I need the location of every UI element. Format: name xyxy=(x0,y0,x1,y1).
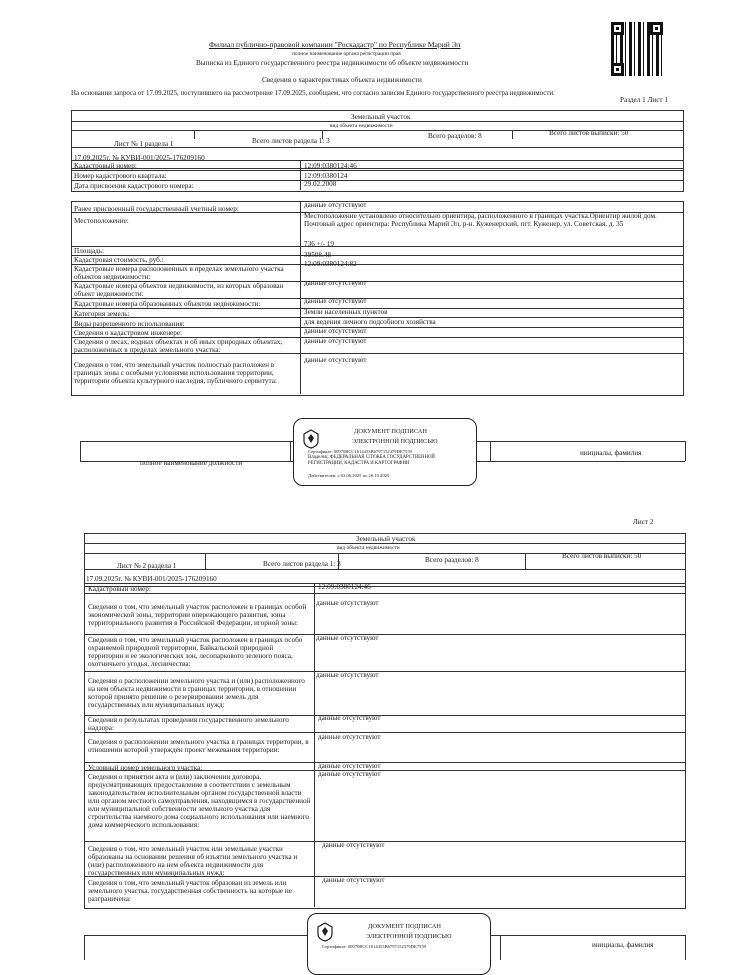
source-objects-value: данные отсутствуют xyxy=(304,279,367,287)
sheet-label: Лист № 1 раздела 1 xyxy=(114,140,174,148)
p2-e-signature-stamp xyxy=(307,913,491,975)
p2-object-type-caption: вид объекта недвижимости xyxy=(337,545,400,551)
p2-sections-total: Всего разделов: 8 xyxy=(425,556,479,564)
p2-undivided-value: данные отсутствуют xyxy=(322,876,385,884)
zones-label: Сведения о том, что земельный участок полностью расположен в границах зоны с особыми условиями использования территории, территории объекта культурного наследия, публичного сервитута: xyxy=(74,361,277,385)
p2-supervision-value: данные отсутствуют xyxy=(318,714,381,722)
prev-number-label: Ранее присвоенный государственный учетный номер: xyxy=(74,205,239,213)
sign-name: инициалы, фамилия xyxy=(580,449,642,457)
cad-number-label: Кадастровый номер: xyxy=(74,162,137,170)
area-value: 736 +/- 19 xyxy=(304,240,335,248)
p2-survey-label: Сведения о расположении земельного участка в границах территории, в отношении которой утвержден проект межевания территории: xyxy=(88,738,309,754)
org-caption: полное наименование органа регистрации прав xyxy=(292,51,401,57)
land-category-label: Категория земель: xyxy=(74,310,130,318)
stamp-owner: Владелец: ФЕДЕРАЛЬНАЯ СЛУЖБА ГОСУДАРСТВЕННОЙ РЕГИСТРАЦИИ, КАДАСТРА И КАРТОГРАФИИ xyxy=(308,455,435,466)
engineer-value: данные отсутствуют xyxy=(304,327,367,335)
stamp-title: ДОКУМЕНТ ПОДПИСАН xyxy=(354,428,428,435)
cost-label: Кадастровая стоимость, руб.: xyxy=(74,256,164,264)
land-category-value: Земли населенных пунктов xyxy=(304,308,388,316)
quarter-value: 12:09:0380124 xyxy=(304,172,348,180)
sheets-total: Всего листов выписки: 50 xyxy=(549,129,629,137)
forests-label: Сведения о лесах, водных объектах и об иных природных объектах, расположенных в пределах земельного участка: xyxy=(74,338,283,354)
p2-doc-ref: 17.09.2025г. № КУВИ-001/2025-176209160 xyxy=(86,575,217,583)
sections-total: Всего разделов: 8 xyxy=(428,132,482,140)
inner-objects-label: Кадастровые номера расположенных в пределах земельного участка объектов недвижимости: xyxy=(74,265,284,281)
stamp-subtitle: ЭЛЕКТРОННОЙ ПОДПИСЬЮ xyxy=(352,438,438,445)
assign-date-label: Дата присвоения кадастрового номера: xyxy=(74,182,194,190)
assign-date-value: 29.02.2008 xyxy=(304,180,337,188)
stamp-valid: Действителен: с 02.06.2025 по 26.10.2025 xyxy=(308,473,390,478)
p2-survey-value: данные отсутствуют xyxy=(318,733,381,741)
p2-contract-value: данные отсутствуют xyxy=(318,770,381,778)
sign-position: полное наименование должности xyxy=(140,459,243,467)
quarter-label: Номер кадастрового квартала: xyxy=(74,172,167,180)
p2-emblem-icon xyxy=(316,922,334,942)
permitted-use-value: для ведения личного подсобного хозяйства xyxy=(304,318,436,326)
p2-sheets-in-section: Всего листов раздела 1: 3 xyxy=(263,560,341,568)
derived-objects-value: данные отсутствуют xyxy=(304,297,367,305)
extract-title: Выписка из Единого государственного реестра недвижимости об объекте недвижимости xyxy=(196,59,469,67)
p2-cond-number-value: данные отсутствуют xyxy=(318,762,381,770)
section-title: Сведения о характеристиках объекта недвижимости xyxy=(262,76,422,84)
p2-supervision-label: Сведения о результатах проведения государственного земельного надзора: xyxy=(88,716,289,732)
p2-undivided-label: Сведения о том, что земельный участок образован из земель или земельного участка, государственная собственность на которые не разграничена: xyxy=(88,879,292,903)
p2-contract-label: Сведения о принятии акта и (или) заключении договора, предусматривающих предоставление в соответствии с земельным законодательством исполнительным органом государственной власти или органом местного самоуправления, находящимся в государственной или муниципальной собственности земельного участка для строительства наемного дома социального использования или наемного дома коммерческого использования: xyxy=(88,773,311,829)
cost-value: 39508.48 xyxy=(304,251,331,259)
emblem-icon xyxy=(302,429,320,449)
qr-code xyxy=(611,22,663,76)
source-objects-label: Кадастровые номера объектов недвижимости, из которых образован объект недвижимости: xyxy=(74,282,284,298)
inner-objects-value: 12:09:0380124:82 xyxy=(304,260,357,268)
zones-value: данные отсутствуют xyxy=(304,356,367,364)
p2-sez-value: данные отсутствуют xyxy=(316,599,379,607)
p2-sign-name: инициалы, фамилия xyxy=(592,941,654,949)
p2-reserve-value: данные отсутствуют xyxy=(316,671,379,679)
object-type-caption: вид объекта недвижимости xyxy=(330,123,393,129)
org-name: Филиал публично-правовой компании "Роскадастр" по Республике Марий Эл xyxy=(209,40,461,49)
area-label: Площадь: xyxy=(74,247,105,255)
p2-stamp-cert: Сертификат: 00970BCC1614453B6797152379DE7559 xyxy=(322,944,426,949)
cad-number-value: 12:09:0380124:46 xyxy=(304,162,357,170)
derived-objects-label: Кадастровые номера образованных объектов недвижимости: xyxy=(74,300,261,308)
p2-cad-label: Кадастровый номер: xyxy=(88,585,151,593)
e-signature-stamp xyxy=(293,418,477,486)
forests-value: данные отсутствуют xyxy=(304,337,367,345)
p2-cond-number-label: Условный номер земельного участка: xyxy=(88,764,203,772)
sheets-in-section: Всего листов раздела 1: 3 xyxy=(252,137,330,145)
p2-sez-label: Сведения о том, что земельный участок расположен в границах особой экономической зоны, территории опережающего развития, зоны территориального развития в Российской Федерации, игорной зоны: xyxy=(88,603,307,627)
location-value: Местоположение установлено относительно ориентира, расположенного в границах участка.Ориентир жилой дом. Почтовый адрес ориентира: Республика Марий Эл, р-н. Куженерский, пгт. Куженер, ул. Советская, д. 35 xyxy=(304,212,657,228)
p2-protected-value: данные отсутствуют xyxy=(316,634,379,642)
page2-ref: Лист 2 xyxy=(633,518,654,526)
permitted-use-label: Виды разрешенного использования: xyxy=(74,320,185,328)
prev-number-value: данные отсутствуют xyxy=(304,201,367,209)
p2-object-type: Земельный участок xyxy=(356,535,416,543)
p2-protected-label: Сведения о том, что земельный участок расположен в границах особо охраняемой природной территории, Байкальской природной территории и ее экологических зон, лесопаркового зеленого пояса, охотничьего угодья, лесничества: xyxy=(88,636,303,668)
location-label: Местоположение: xyxy=(74,217,129,225)
page1-ref: Раздел 1 Лист 1 xyxy=(620,96,668,104)
p2-sheets-total: Всего листов выписки: 50 xyxy=(562,552,642,560)
p2-stamp-subtitle: ЭЛЕКТРОННОЙ ПОДПИСЬЮ xyxy=(366,933,452,940)
p2-sheet-label: Лист № 2 раздела 1 xyxy=(117,562,177,570)
p2-seizure-value: данные отсутствуют xyxy=(322,841,385,849)
stamp-cert: Сертификат: 00970BCC1614453B6797152379DE7559 xyxy=(308,449,412,454)
p2-stamp-title: ДОКУМЕНТ ПОДПИСАН xyxy=(368,923,442,930)
basis-text: На основании запроса от 17.09.2025, поступившего на рассмотрение 17.09.2025, сообщаем, что согласно записям Единого государственного реестра недвижимости: xyxy=(71,90,555,97)
engineer-label: Сведения о кадастровом инженере: xyxy=(74,329,183,337)
doc-ref: 17.09.2025г. № КУВИ-001/2025-176209160 xyxy=(74,154,205,162)
p2-seizure-label: Сведения о том, что земельный участок или земельные участки образованы на основании решения об изъятии земельного участка и (или) расположенного на нем объекта недвижимости для государственных или муниципальных нужд: xyxy=(88,845,298,877)
object-type: Земельный участок xyxy=(351,113,411,121)
p2-cad-value: 12:09:0380124:46 xyxy=(318,583,371,591)
p2-reserve-label: Сведения о расположении земельного участка и (или) расположенного на нем объекта недвижимости в границах территории, в отношении которой принято решение о резервировании земель для государственных или муниципальных нужд: xyxy=(88,677,305,709)
